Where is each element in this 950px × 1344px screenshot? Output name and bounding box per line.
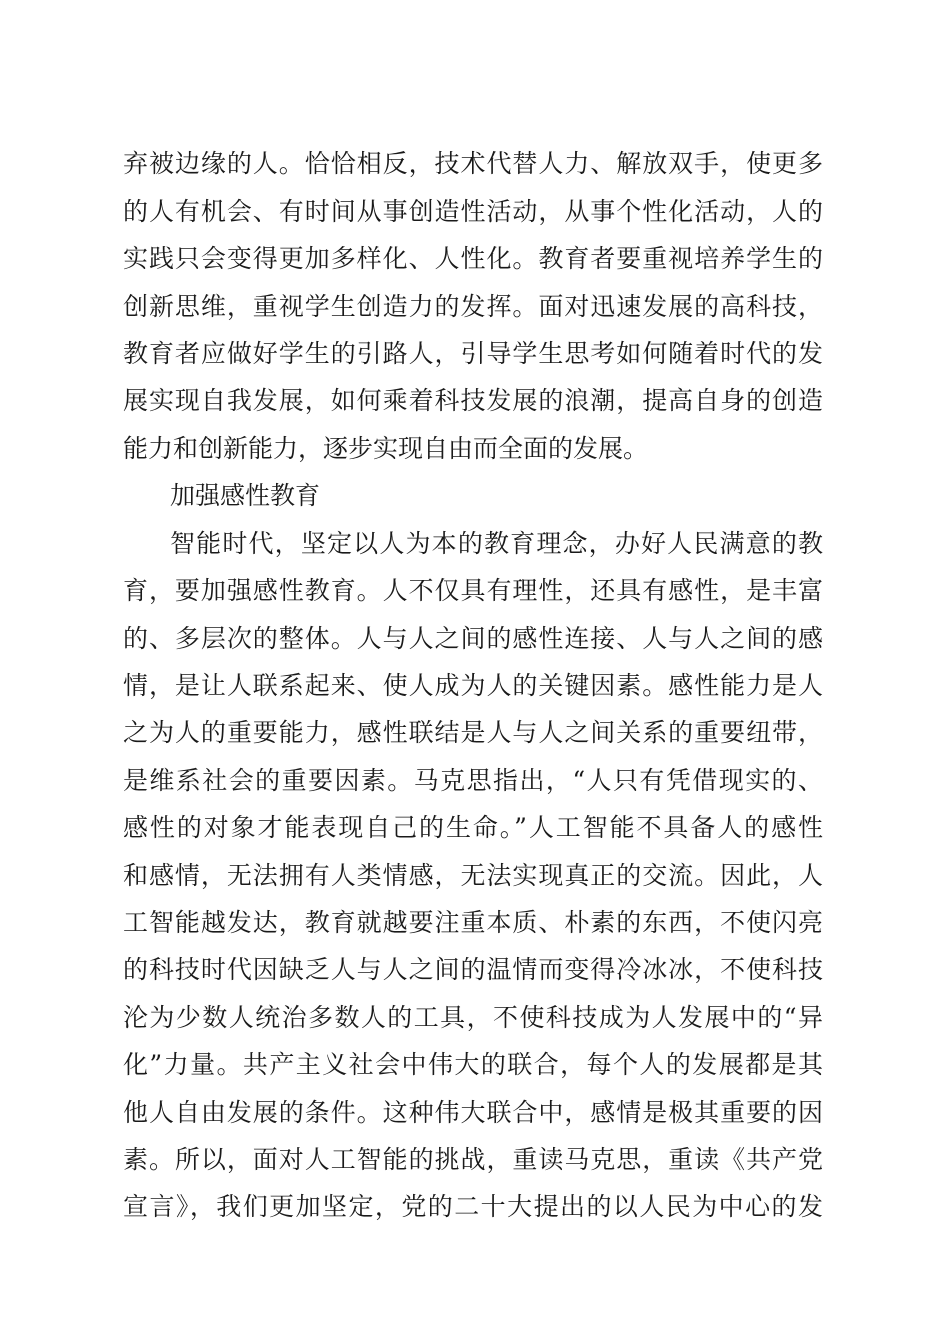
paragraph2-line: 沦为少数人统治多数人的工具，不使科技成为人发展中的“异 — [123, 1003, 823, 1032]
paragraph2-line: 的科技时代因缺乏人与人之间的温情而变得冷冰冰，不使科技 — [123, 955, 823, 984]
paragraph1-line: 弃被边缘的人。恰恰相反，技术代替人力、解放双手，使更多 — [123, 149, 823, 178]
paragraph2-line: 育，要加强感性教育。人不仅具有理性，还具有感性，是丰富 — [123, 576, 823, 605]
paragraph2-line: 的、多层次的整体。人与人之间的感性连接、人与人之间的感 — [123, 624, 823, 653]
paragraph1-line: 创新思维，重视学生创造力的发挥。面对迅速发展的高科技， — [123, 292, 823, 321]
paragraph1-line: 教育者应做好学生的引路人，引导学生思考如何随着时代的发 — [123, 339, 823, 368]
paragraph2-line: 素。所以，面对人工智能的挑战，重读马克思，重读《共产党 — [123, 1145, 823, 1174]
paragraph2-line: 情，是让人联系起来、使人成为人的关键因素。感性能力是人 — [123, 671, 823, 700]
paragraph2-line: 化”力量。共产主义社会中伟大的联合，每个人的发展都是其 — [123, 1050, 823, 1079]
paragraph2-line: 之为人的重要能力，感性联结是人与人之间关系的重要纽带， — [123, 718, 823, 747]
paragraph2-line: 和感情，无法拥有人类情感，无法实现真正的交流。因此，人 — [123, 861, 823, 890]
section-heading: 加强感性教育 — [170, 481, 321, 510]
paragraph2-line: 宣言》，我们更加坚定，党的二十大提出的以人民为中心的发 — [123, 1192, 823, 1221]
paragraph2-line: 工智能越发达，教育就越要注重本质、朴素的东西，不使闪亮 — [123, 908, 823, 937]
paragraph1-line: 的人有机会、有时间从事创造性活动，从事个性化活动，人的 — [123, 197, 823, 226]
paragraph2-line: 感性的对象才能表现自己的生命。”人工智能不具备人的感性 — [123, 813, 823, 842]
paragraph2-line: 他人自由发展的条件。这种伟大联合中，感情是极其重要的因 — [123, 1098, 823, 1127]
paragraph1-line: 展实现自我发展，如何乘着科技发展的浪潮，提高自身的创造 — [123, 386, 823, 415]
paragraph1-line: 能力和创新能力，逐步实现自由而全面的发展。 — [123, 434, 649, 463]
paragraph2-line: 是维系社会的重要因素。马克思指出，“人只有凭借现实的、 — [123, 766, 823, 795]
paragraph2-line: 智能时代，坚定以人为本的教育理念，办好人民满意的教 — [170, 529, 823, 558]
paragraph1-line: 实践只会变得更加多样化、人性化。教育者要重视培养学生的 — [123, 244, 823, 273]
